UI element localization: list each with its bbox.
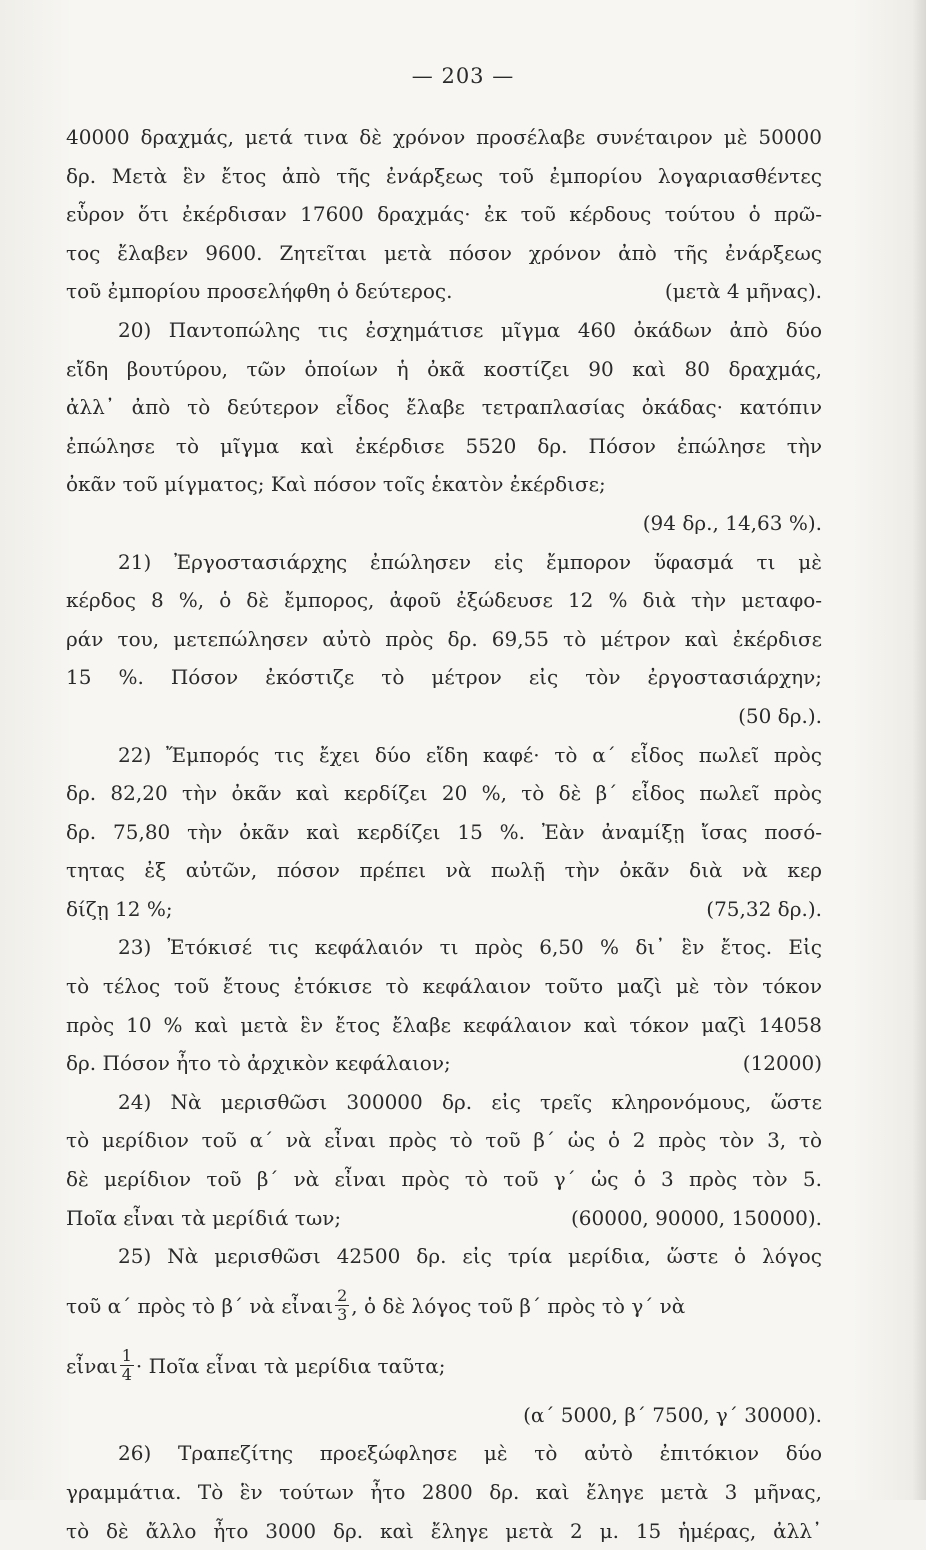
fraction-denominator: 4 [121, 1365, 132, 1385]
problem-24-last-line [66, 1199, 822, 1238]
text-line: 40000 δραχμάς, μετά τινα δὲ χρόνον προσέλαβε συνέταιρον μὲ 50000 [66, 125, 822, 149]
problem-25-line-with-fraction [66, 1336, 822, 1396]
page-body [66, 118, 822, 1550]
problem-23-line: 23) Ἐτόκισέ τις κεφάλαιόν τι πρὸς 6,50 % δι᾽ ἓν ἔτος. Εἰς [118, 935, 822, 960]
problem-21-line: κέρδος 8 %, ὁ δὲ ἔμπορος, ἀφοῦ ἐξώδευσε 12 % διὰ τὴν μεταφο- [66, 588, 822, 613]
problem-22-line: δρ. 82,20 τὴν ὀκᾶν καὶ κερδίζει 20 %, τὸ δὲ β΄ εἶδος πωλεῖ πρὸς [66, 781, 822, 806]
line-text: δρ. Πόσον ἦτο τὸ ἀρχικὸν κεφάλαιον; [66, 1051, 451, 1076]
problem-22-line: 22) Ἔμπορός τις ἔχει δύο εἴδη καφέ· τὸ α΄ εἶδος πωλεῖ πρὸς [118, 742, 822, 767]
fraction-numerator: 2 [337, 1286, 348, 1306]
problem-23-line: πρὸς 10 % καὶ μετὰ ἓν ἔτος ἔλαβε κεφάλαιον καὶ τόκον μαζὶ 14058 [66, 1012, 822, 1037]
problem-25-line-with-fraction [66, 1276, 822, 1336]
problem-26-line: τὸ δὲ ἄλλο ἦτο 3000 δρ. καὶ ἔληγε μετὰ 2 μ. 15 ἡμέρας, ἀλλ᾽ [66, 1518, 822, 1543]
problem-22-last-line [66, 890, 822, 929]
text-line: εὗρον ὅτι ἐκέρδισαν 17600 δραχμάς· ἐκ τοῦ κέρδους τούτου ὁ πρῶ- [66, 202, 822, 227]
problem-21-line: 15 %. Πόσον ἐκόστιζε τὸ μέτρον εἰς τὸν ἐργοστασιάρχην; [66, 665, 822, 690]
fraction-one-quarter [120, 1347, 134, 1384]
line-text: δίζῃ 12 %; [66, 896, 173, 921]
problem-24-line: δὲ μερίδιον τοῦ β΄ νὰ εἶναι πρὸς τὸ τοῦ γ΄ ὡς ὁ 3 πρὸς τὸν 5. [66, 1167, 822, 1192]
problem-23-line: τὸ τέλος τοῦ ἔτους ἐτόκισε τὸ κεφάλαιον τοῦτο μαζὶ μὲ τὸν τόκον [66, 974, 822, 999]
text-line [66, 272, 822, 311]
page-number: — 203 — [411, 64, 515, 88]
line-text: τοῦ ἐμπορίου προσελήφθη ὁ δεύτερος. [66, 279, 453, 304]
problem-20-line: 20) Παντοπώλης τις ἐσχημάτισε μῖγμα 460 ὀκάδων ἀπὸ δύο [118, 317, 822, 342]
line-text: · Ποῖα εἶναι τὰ μερίδια ταῦτα; [135, 1353, 446, 1378]
text-line: τος ἔλαβεν 9600. Ζητεῖται μετὰ πόσον χρόνον ἀπὸ τῆς ἐνάρξεως [66, 240, 822, 265]
problem-21-answer: (50 δρ.). [738, 703, 822, 728]
fraction-two-thirds [335, 1287, 349, 1324]
problem-20-line: εἴδη βουτύρου, τῶν ὁποίων ἡ ὀκᾶ κοστίζει 90 καὶ 80 δραχμάς, [66, 356, 822, 381]
problem-22-line: δρ. 75,80 τὴν ὀκᾶν καὶ κερδίζει 15 %. Ἐὰν ἀναμίξῃ ἴσας ποσό- [66, 819, 822, 844]
problem-23-last-line [66, 1044, 822, 1083]
problem-21-line: 21) Ἐργοστασιάρχης ἐπώλησεν εἰς ἔμπορον ὕφασμά τι μὲ [118, 549, 822, 574]
problem-24-line: 24) Νὰ μερισθῶσι 300000 δρ. εἰς τρεῖς κληρονόμους, ὥστε [118, 1089, 822, 1114]
problem-21-answer-line [66, 697, 822, 736]
problem-20-line: ἐπώλησε τὸ μῖγμα καὶ ἐκέρδισε 5520 δρ. Πόσον ἐπώλησε τὴν [66, 433, 822, 458]
problem-22-answer: (75,32 δρ.). [706, 896, 822, 921]
fraction-numerator: 1 [121, 1346, 132, 1366]
problem-25-line: 25) Νὰ μερισθῶσι 42500 δρ. εἰς τρία μερίδια, ὥστε ὁ λόγος [118, 1244, 822, 1269]
line-text: , ὁ δὲ λόγος τοῦ β΄ πρὸς τὸ γ΄ νὰ [351, 1293, 686, 1318]
fraction-denominator: 3 [337, 1305, 348, 1325]
line-text: τοῦ α΄ πρὸς τὸ β΄ νὰ εἶναι [66, 1293, 334, 1318]
problem-26-line: γραμμάτια. Τὸ ἓν τούτων ἦτο 2800 δρ. καὶ ἔληγε μετὰ 3 μῆνας, [66, 1480, 822, 1504]
problem-23-answer: (12000) [742, 1051, 822, 1076]
problem-20-answer-line [66, 504, 822, 543]
line-text: εἶναι [66, 1353, 118, 1378]
problem-20-line: ὀκᾶν τοῦ μίγματος; Καὶ πόσον τοῖς ἑκατὸν ἐκέρδισε; [66, 472, 606, 497]
problem-25-answer: (α΄ 5000, β΄ 7500, γ΄ 30000). [523, 1402, 822, 1427]
problem-20-line: ἀλλ᾽ ἀπὸ τὸ δεύτερον εἶδος ἔλαβε τετραπλασίας ὀκάδας· κατόπιν [66, 395, 822, 420]
problem-19-answer: (μετὰ 4 μῆνας). [664, 279, 822, 304]
problem-24-line: τὸ μερίδιον τοῦ α΄ νὰ εἶναι πρὸς τὸ τοῦ β΄ ὡς ὁ 2 πρὸς τὸν 3, τὸ [66, 1128, 822, 1153]
problem-22-line: τητας ἐξ αὐτῶν, πόσον πρέπει νὰ πωλῇ τὴν ὀκᾶν διὰ νὰ κερ [66, 858, 822, 883]
problem-24-answer: (60000, 90000, 150000). [571, 1205, 822, 1230]
text-line: δρ. Μετὰ ἓν ἔτος ἀπὸ τῆς ἐνάρξεως τοῦ ἐμπορίου λογαριασθέντες [66, 163, 822, 188]
problem-25-answer-line [66, 1396, 822, 1435]
problem-20-answer: (94 δρ., 14,63 %). [642, 510, 822, 535]
page-edge-shadow [912, 0, 926, 1500]
problem-26-line: 26) Τραπεζίτης προεξώφλησε μὲ τὸ αὐτὸ ἐπιτόκιον δύο [118, 1441, 822, 1466]
problem-21-line: ράν του, μετεπώλησεν αὐτὸ πρὸς δρ. 69,55 τὸ μέτρον καὶ ἐκέρδισε [66, 626, 822, 651]
line-text: Ποῖα εἶναι τὰ μερίδιά των; [66, 1205, 342, 1230]
